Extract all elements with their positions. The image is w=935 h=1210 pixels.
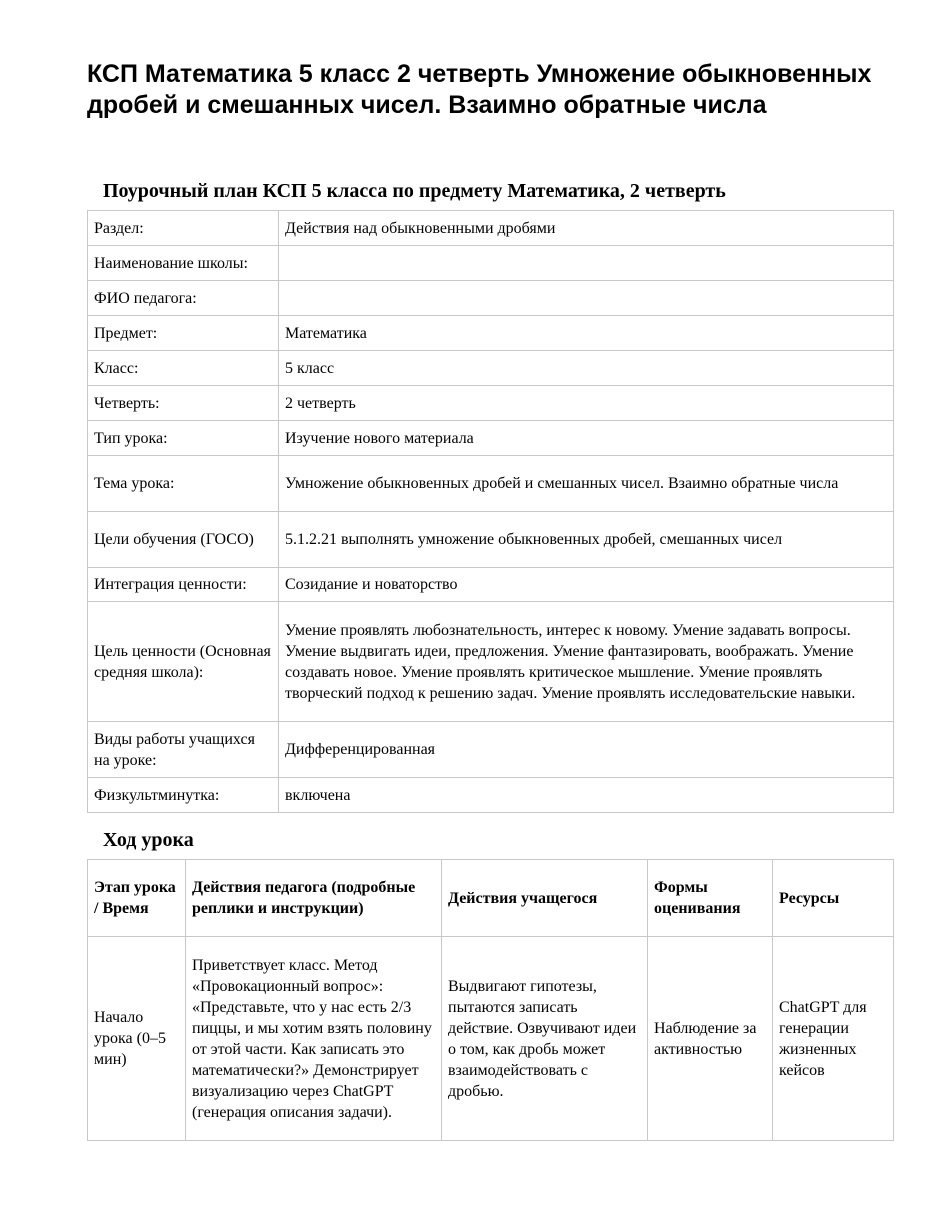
row-value: Умножение обыкновенных дробей и смешанных чисел. Взаимно обратные числа: [279, 456, 894, 512]
column-header-resources: Ресурсы: [773, 860, 894, 937]
assessment-cell: Наблюдение за активностью: [648, 937, 773, 1141]
lesson-flow-heading: Ход урока: [103, 829, 194, 851]
student-actions-cell: Выдвигают гипотезы, пытаются записать действие. Озвучивают идеи о том, как дробь может взаимодействовать с дробью.: [442, 937, 648, 1141]
table-row: [88, 722, 894, 778]
row-label: Предмет:: [88, 316, 279, 351]
resources-cell: ChatGPT для генерации жизненных кейсов: [773, 937, 894, 1141]
table-row: [88, 456, 894, 512]
row-value: Изучение нового материала: [279, 421, 894, 456]
row-value: Дифференцированная: [279, 722, 894, 778]
table-row: [88, 351, 894, 386]
table-row: [88, 246, 894, 281]
row-value: [279, 281, 894, 316]
row-label: Физкультминутка:: [88, 778, 279, 813]
table-row: [88, 568, 894, 602]
column-header-assessment: Формы оценивания: [648, 860, 773, 937]
table-row: [88, 281, 894, 316]
row-label: Четверть:: [88, 386, 279, 421]
row-value: 2 четверть: [279, 386, 894, 421]
table-row: [88, 937, 894, 1141]
table-row: [88, 211, 894, 246]
row-value: Действия над обыкновенными дробями: [279, 211, 894, 246]
table-row: [88, 386, 894, 421]
table-row: [88, 316, 894, 351]
lesson-flow-table: [87, 859, 894, 1141]
row-label: Цель ценности (Основная средняя школа):: [88, 602, 279, 722]
row-value: 5.1.2.21 выполнять умножение обыкновенных дробей, смешанных чисел: [279, 512, 894, 568]
row-value: 5 класс: [279, 351, 894, 386]
row-label: Наименование школы:: [88, 246, 279, 281]
lesson-plan-table: [87, 210, 894, 813]
row-value: [279, 246, 894, 281]
row-label: ФИО педагога:: [88, 281, 279, 316]
stage-cell: Начало урока (0–5 мин): [88, 937, 186, 1141]
row-value: включена: [279, 778, 894, 813]
table-header-row: [88, 860, 894, 937]
teacher-actions-cell: Приветствует класс. Метод «Провокационный вопрос»: «Представьте, что у нас есть 2/3 пиццы, и мы хотим взять половину от этой части. Как записать это математически?» Демонстрирует визуализацию через ChatGPT (генерация описания задачи).: [186, 937, 442, 1141]
column-header-student-actions: Действия учащегося: [442, 860, 648, 937]
row-value: Умение проявлять любознательность, интерес к новому. Умение задавать вопросы. Умение выдвигать идеи, предложения. Умение фантазировать, воображать. Умение создавать новое. Умение проявлять критическое мышление. Умение проявлять творческий подход к решению задач. Умение проявлять исследовательские навыки.: [279, 602, 894, 722]
row-label: Тип урока:: [88, 421, 279, 456]
table-row: [88, 778, 894, 813]
table-row: [88, 602, 894, 722]
row-label: Виды работы учащихся на уроке:: [88, 722, 279, 778]
table-row: [88, 512, 894, 568]
row-label: Тема урока:: [88, 456, 279, 512]
row-label: Класс:: [88, 351, 279, 386]
row-label: Цели обучения (ГОСО): [88, 512, 279, 568]
document-title: КСП Математика 5 класс 2 четверть Умножение обыкновенных дробей и смешанных чисел. Взаимно обратные числа: [87, 60, 872, 119]
table-row: [88, 421, 894, 456]
column-header-teacher-actions: Действия педагога (подробные реплики и инструкции): [186, 860, 442, 937]
row-value: Созидание и новаторство: [279, 568, 894, 602]
row-label: Интеграция ценности:: [88, 568, 279, 602]
plan-heading: Поурочный план КСП 5 класса по предмету Математика, 2 четверть: [103, 180, 726, 202]
column-header-stage: Этап урока / Время: [88, 860, 186, 937]
row-value: Математика: [279, 316, 894, 351]
row-label: Раздел:: [88, 211, 279, 246]
